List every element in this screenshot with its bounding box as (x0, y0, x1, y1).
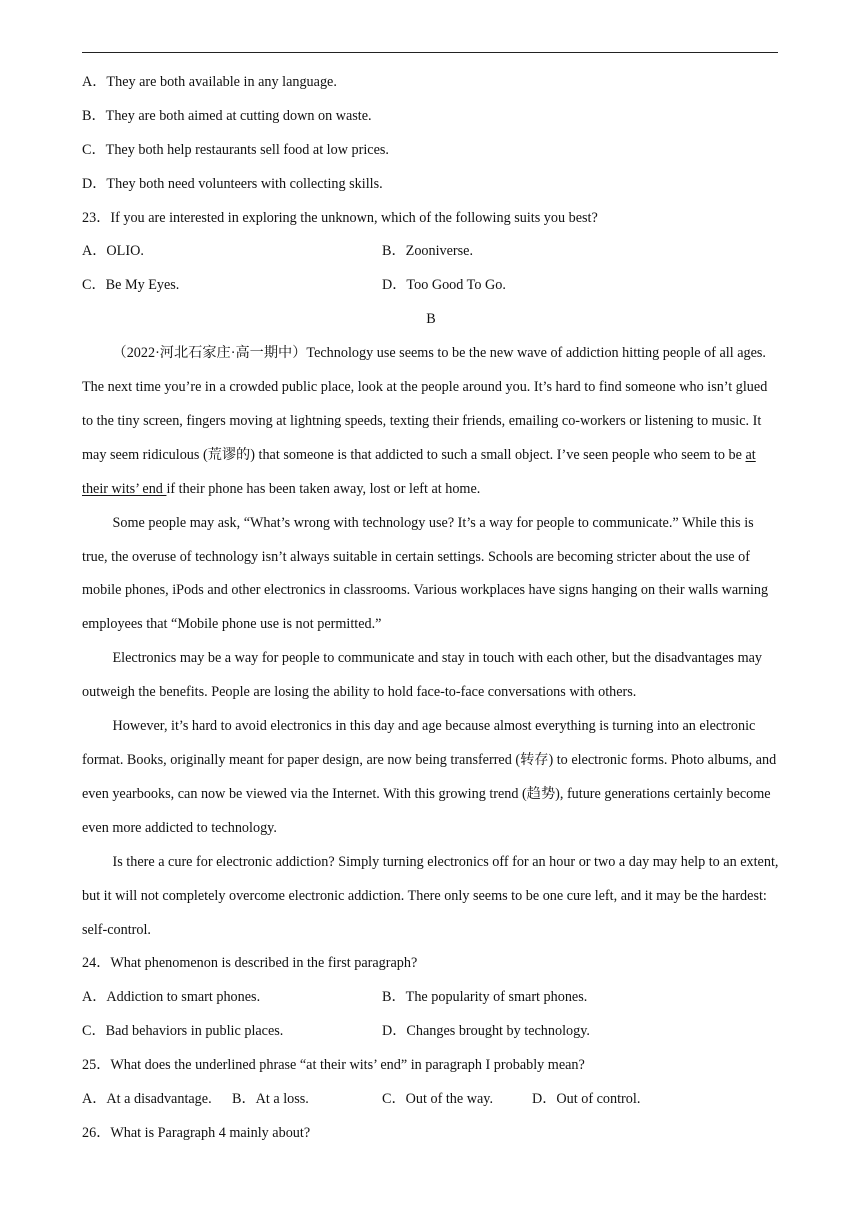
q23-option-a: A．OLIO. (82, 243, 144, 260)
q22-option-d: D．They both need volunteers with collecting skills. (82, 175, 383, 192)
exam-page (82, 66, 780, 1151)
q24-option-d: D．Changes brought by technology. (382, 1023, 590, 1040)
q23-options-row-2 (82, 269, 780, 303)
q25-option-a: A．At a disadvantage. (82, 1091, 212, 1107)
q24-question: 24．What phenomenon is described in the first paragraph? (82, 955, 418, 972)
q24-options-row-1 (82, 981, 780, 1015)
header-rule (82, 52, 778, 53)
section-label: B (426, 311, 436, 328)
q23-option-b: B．Zooniverse. (382, 243, 474, 260)
q23-option-d: D．Too Good To Go. (382, 277, 506, 294)
q24-options-row-2 (82, 1015, 780, 1049)
passage-p1-text-b: if their phone has been taken away, lost or left at home. (166, 480, 481, 497)
q22-option-a: A．They are both available in any language. (82, 74, 337, 90)
passage-p1-text-a: Technology use seems to be the new wave of addiction hitting people of all ages. The next time you’re in a crowded public place, look at the people around you. It’s hard to find someone who isn’t glued to the tiny screen, fingers moving at lightning speeds, texting their friends, emailing co-workers or listening to music. It may seem ridiculous (荒谬的) that someone is that addicted to such a small object. I’ve seen people who seem to be (82, 345, 768, 463)
q24-option-b: B．The popularity of smart phones. (382, 989, 588, 1006)
passage-paragraph-1 (82, 337, 780, 507)
q23-option-c: C．Be My Eyes. (82, 277, 180, 294)
passage-paragraph-4: However, it’s hard to avoid electronics in this day and age because almost everything is turning into an electronic format. Books, originally meant for paper design, are now being transferred (转存) to electronic forms. Photo albums, and even yearbooks, can now be viewed via the Internet. With this growing trend (趋势), future generations certainly become even more addicted to technology. (82, 718, 777, 836)
q25-options-row (82, 1083, 780, 1117)
q25-question: 25．What does the underlined phrase “at their wits’ end” in paragraph I probably mean? (82, 1057, 585, 1074)
passage-source: （2022·河北石家庄·高一期中） (112, 345, 307, 362)
underlined-phrase: at their wits’ end (82, 446, 756, 497)
q24-option-a: A．Addiction to smart phones. (82, 989, 261, 1006)
passage-paragraph-3: Electronics may be a way for people to communicate and stay in touch with each other, but the disadvantages may outweigh the benefits. People are losing the ability to hold face-to-face conversations with others. (82, 650, 762, 701)
q24-option-c: C．Bad behaviors in public places. (82, 1023, 284, 1040)
q25-option-b: B．At a loss. (232, 1091, 309, 1107)
q22-option-b: B．They are both aimed at cutting down on waste. (82, 107, 372, 124)
q25-option-c: C．Out of the way. (382, 1091, 493, 1107)
passage-paragraph-5: Is there a cure for electronic addiction? Simply turning electronics off for an hour or two a day may help to an extent, but it will not completely overcome electronic addiction. There only seems to be one cure left, and it may be the hardest: self-control. (82, 853, 779, 938)
q23-question: 23．If you are interested in exploring the unknown, which of the following suits you best? (82, 209, 598, 226)
q22-option-c: C．They both help restaurants sell food at low prices. (82, 141, 389, 158)
passage-paragraph-2: Some people may ask, “What’s wrong with technology use? It’s a way for people to communicate.” While this is true, the overuse of technology isn’t always suitable in certain settings. Schools are becoming stricter about the use of mobile phones, iPods and other electronics in classrooms. Various workplaces have signs hanging on their walls warning employees that “Mobile phone use is not permitted.” (82, 514, 769, 633)
q25-option-d: D．Out of control. (532, 1091, 641, 1107)
q23-options-row-1 (82, 235, 780, 269)
q26-question: 26．What is Paragraph 4 mainly about? (82, 1124, 311, 1141)
